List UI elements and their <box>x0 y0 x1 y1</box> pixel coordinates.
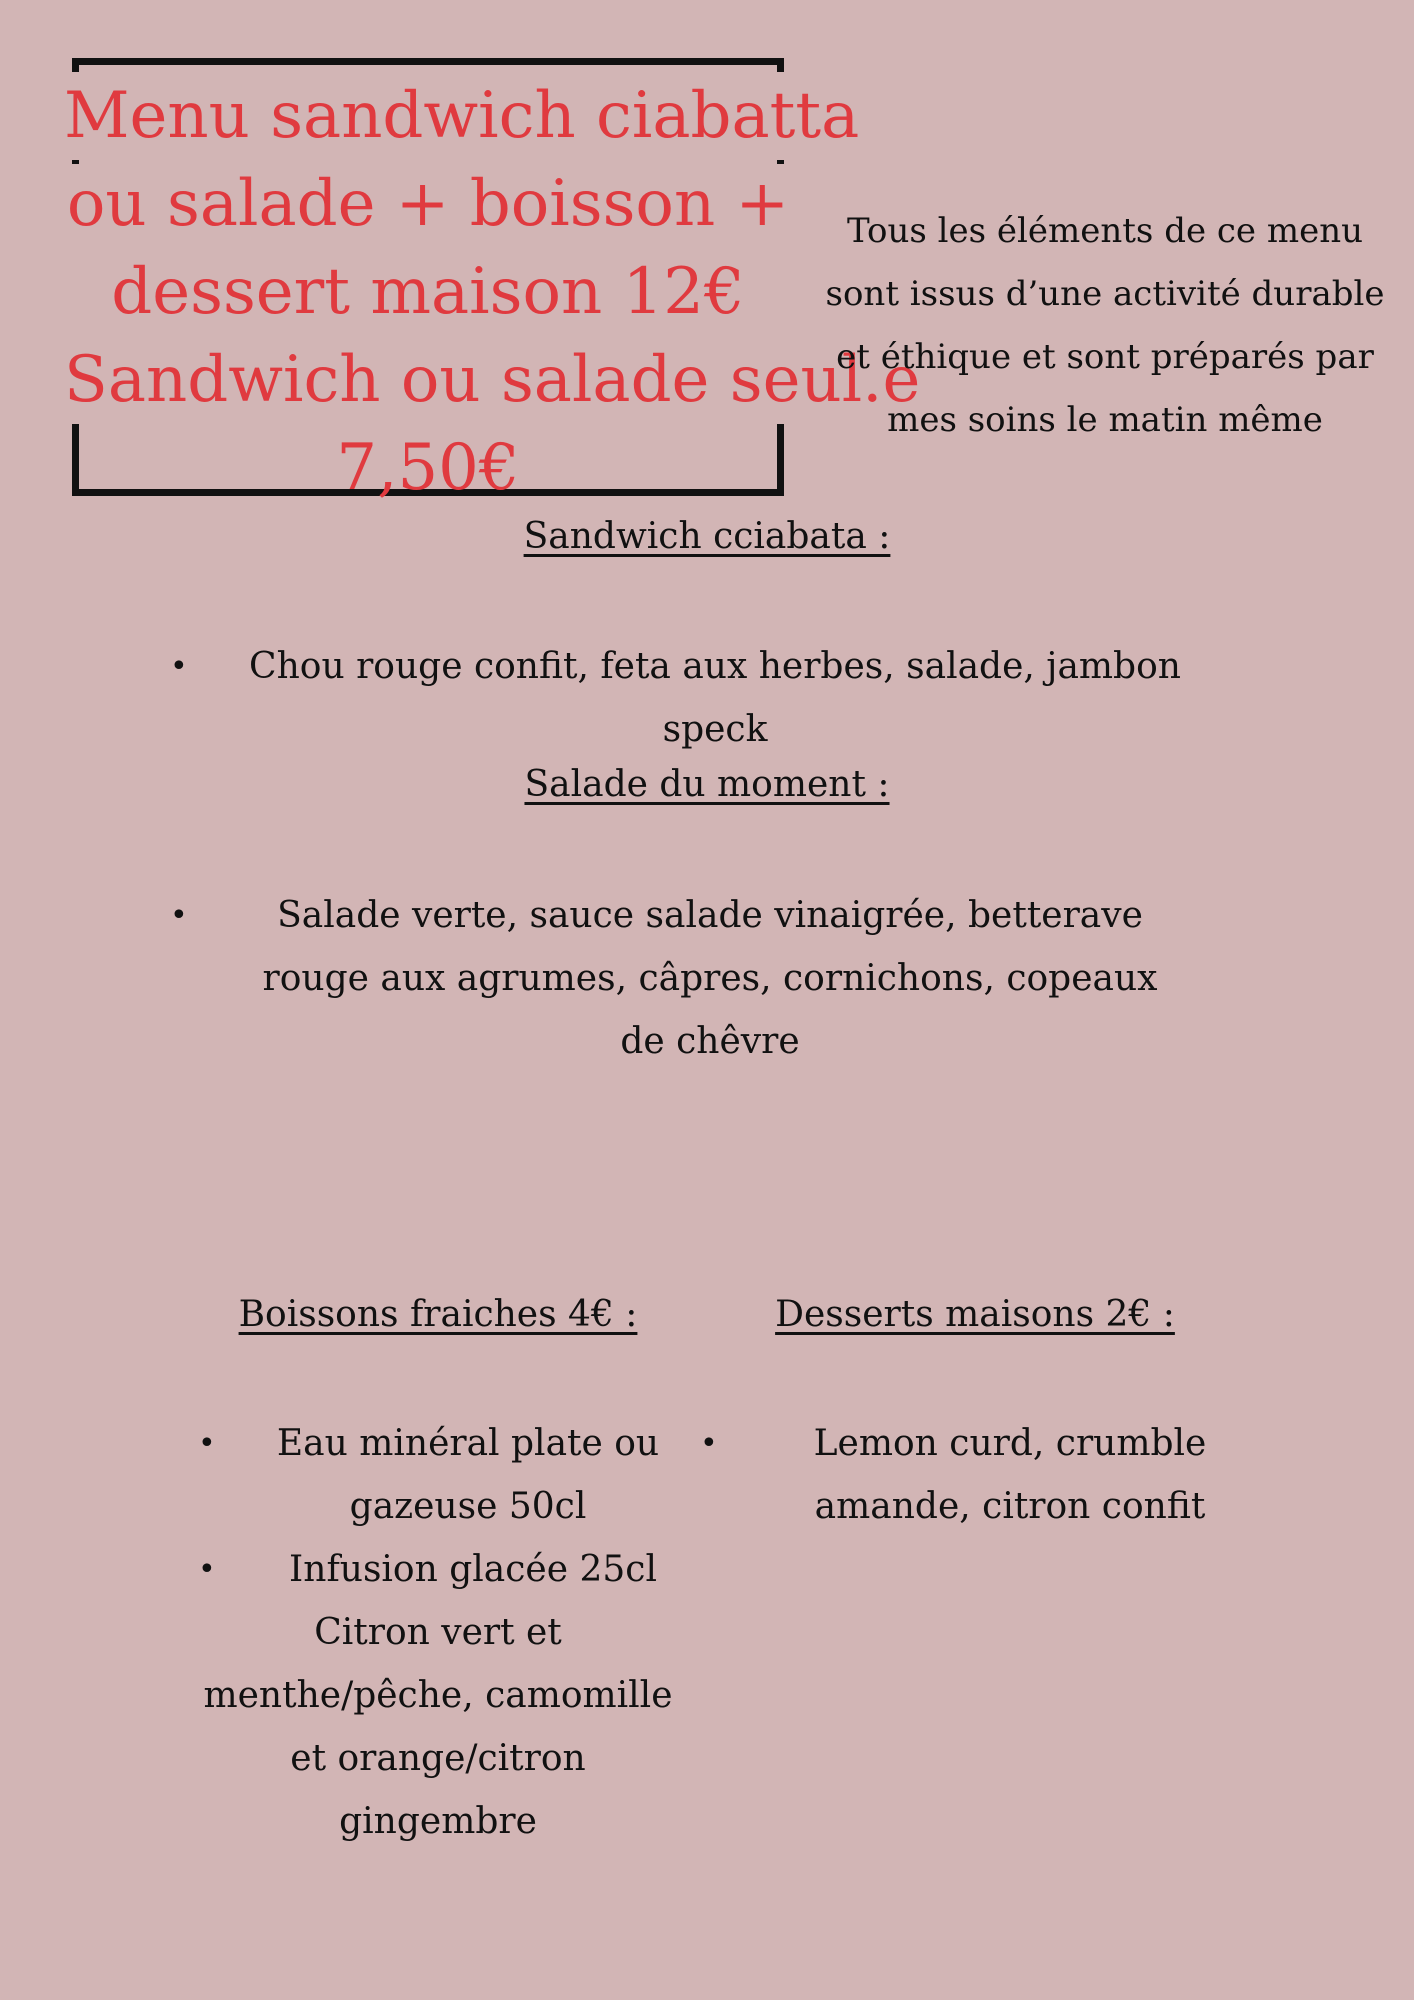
bullet-icon: • <box>198 1552 216 1587</box>
desserts-heading: Desserts maisons 2€ : <box>775 1294 1175 1335</box>
bullet-icon: • <box>198 1426 216 1461</box>
bullet-icon: • <box>700 1426 718 1461</box>
sandwich-item: Chou rouge confit, feta aux herbes, salade, jambon speck <box>249 646 1181 750</box>
title-line: Sandwich ou salade seul.e <box>64 336 792 424</box>
menu-title <box>64 72 921 512</box>
dessert-item: Lemon curd, crumble amande, citron confit <box>813 1423 1207 1527</box>
boisson-item: Eau minéral plate ou gazeuse 50cl <box>276 1423 660 1527</box>
intro-text: Tous les éléments de ce menu sont issus d’une activité durable et éthique et sont préparés par mes soins le matin même <box>825 211 1385 440</box>
title-line: Menu sandwich ciabatta <box>64 72 792 160</box>
boissons-note: Citron vert et menthe/pêche, camomille et orange/citron gingembre <box>203 1612 673 1842</box>
salade-heading: Salade du moment : <box>524 764 890 805</box>
title-line: dessert maison 12€ <box>111 255 745 329</box>
boisson-item: Infusion glacée 25cl <box>289 1549 657 1590</box>
sandwich-heading: Sandwich cciabata : <box>523 516 891 557</box>
salade-item: Salade verte, sauce salade vinaigrée, betterave rouge aux agrumes, câpres, cornichons, copeaux de chêvre <box>262 895 1158 1062</box>
title-line: 7,50€ <box>336 431 520 505</box>
title-box <box>64 58 921 505</box>
bullet-icon: • <box>170 649 188 684</box>
title-line: ou salade + boisson + <box>66 167 790 241</box>
bullet-icon: • <box>170 898 188 933</box>
boissons-heading: Boissons fraiches 4€ : <box>238 1294 638 1335</box>
